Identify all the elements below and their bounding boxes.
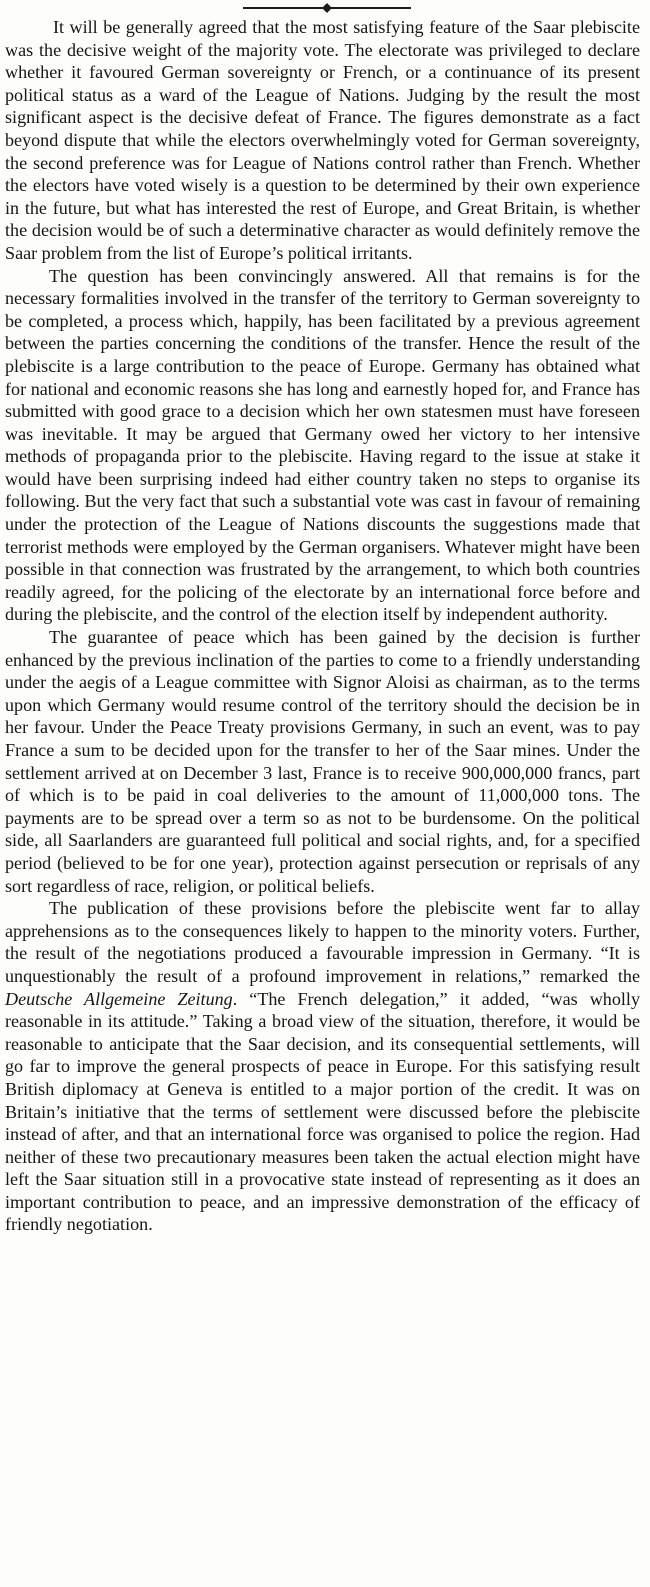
section-divider-ornament — [243, 2, 411, 14]
paragraph-text: The guarantee of peace which has been gained by the decision is further enhanced by the previous inclination of the parties to come to a friendly understanding under the aegis of a League committee with Signor Aloisi as chairman, as to the terms upon which Germany would resume control of the territory should the decision be in her favour. Under the Peace Treaty provisions Germany, in such an event, was to pay France a sum to be decided upon for the transfer to her of the Saar mines. Under the settlement arrived at on December 3 last, France is to receive 900,000,000 francs, part of which is to be paid in coal deliveries to the amount of 11,000,000 tons. The payments are to be spread over a term so as not to be burdensome. On the political side, all Saarlanders are guaranteed full political and social rights, and, for a specified period (believed to be for one year), protection against persecution or reprisals of any sort regardless of race, religion, or political beliefs. — [5, 627, 640, 896]
paragraph-text: The publication of these provisions before the plebiscite went far to allay apprehensions as to the consequences likely to happen to the minority voters. Further, the result of the negotiations produced a favourable impression in Germany. “It is unquestionably the result of a profound improvement in relations,” remarked the — [5, 898, 640, 986]
paragraph-text: It will be generally agreed that the most satisfying feature of the Saar plebiscite was the decisive weight of the majority vote. The electorate was privileged to declare whether it favoured German sovereignty or French, or a continuance of its present political status as a ward of the League of Nations. Judging by the result the most significant aspect is the decisive defeat of France. The figures demonstrate as a fact beyond dispute that while the electors overwhelmingly voted for German sovereignty, the second preference was for League of Nations control rather than French. Whether the electors have voted wisely is a question to be determined by their own experience in the future, but what has interested the rest of Europe, and Great Britain, is whether the decision would be of such a determinative character as would definitely remove the Saar problem from the list of Europe’s political irritants. — [5, 17, 640, 263]
article-paragraph — [5, 626, 640, 897]
paragraph-text: . “The French delegation,” it added, “was wholly reasonable in its attitude.” Taking a broad view of the situation, therefore, it would be reasonable to anticipate that the Saar decision, and its consequential settlements, will go far to improve the general prospects of peace in Europe. For this satisfying result British diplomacy at Geneva is entitled to a major portion of the credit. It was on Britain’s initiative that the terms of settlement were discussed before the plebiscite instead of after, and that an international force was organised to police the region. Had neither of these two precautionary measures been taken the actual election might have left the Saar situation still in a provocative state instead of representing as it does an important contribution to peace, and an impressive demonstration of the efficacy of friendly negotiation. — [5, 988, 640, 1235]
editorial-article — [5, 16, 640, 1236]
newspaper-title: Deutsche Allgemeine Zeitung — [5, 988, 233, 1009]
article-paragraph — [5, 16, 640, 265]
article-paragraph — [5, 265, 640, 627]
article-paragraph — [5, 897, 640, 1236]
paragraph-text: The question has been convincingly answered. All that remains is for the necessary formalities involved in the transfer of the territory to German sovereignty to be completed, a process which, happily, has been facilitated by a previous agreement between the parties concerning the conditions of the transfer. Hence the result of the plebiscite is a large contribution to the peace of Europe. Germany has obtained what for national and economic reasons she has long and earnestly hoped for, and France has submitted with good grace to a decision which her own statesmen must have foreseen was inevitable. It may be argued that Germany owed her victory to her intensive methods of propaganda prior to the plebiscite. Having regard to the issue at stake it would have been surprising indeed had either country taken no steps to organise its following. But the very fact that such a substantial vote was cast in favour of remaining under the protection of the League of Nations discounts the suggestions made that terrorist methods were employed by the German organisers. Whatever might have been possible in that connection was frustrated by the arrangement, to which both countries readily agreed, for the policing of the electorate by an international force before and during the plebiscite, and the control of the election itself by independent authority. — [5, 265, 640, 625]
